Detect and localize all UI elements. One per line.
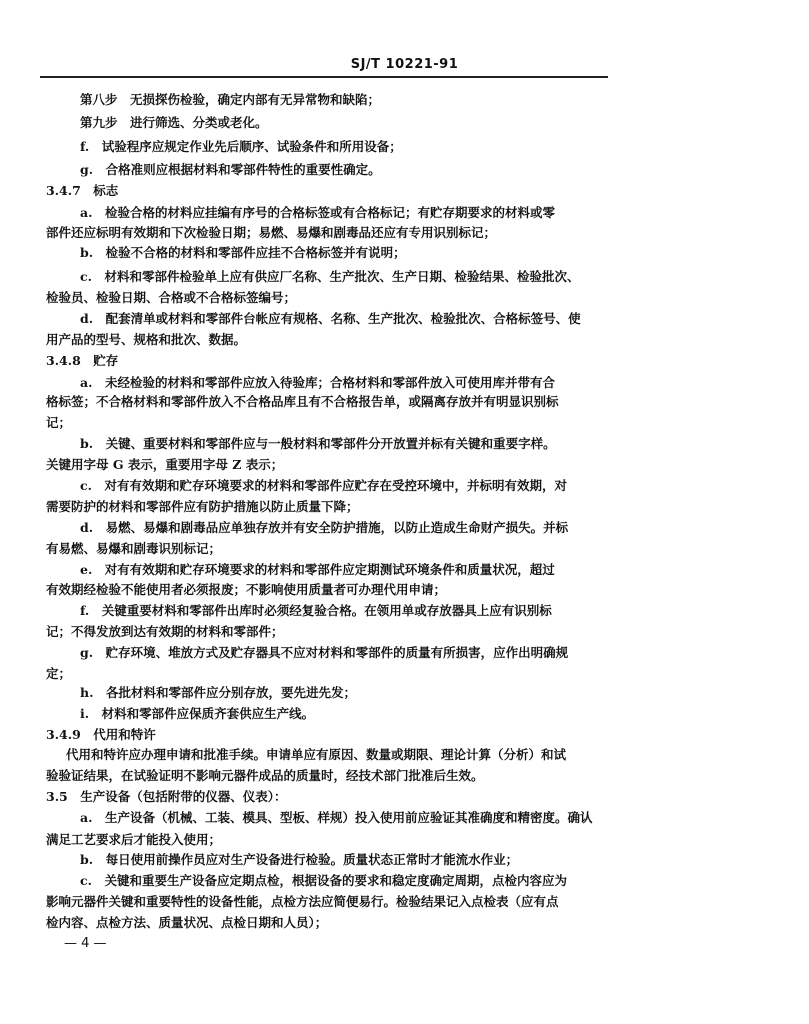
text-line: 记； (46, 415, 72, 430)
text-line: 定； (46, 666, 72, 681)
text-line: h. 各批材料和零部件应分别存放，要先进先发； (80, 685, 356, 700)
text-line: c. 关键和重要生产设备应定期点检，根据设备的要求和稳定度确定周期，点检内容应为 (80, 873, 567, 888)
text-line: e. 对有有效期和贮存环境要求的材料和零部件应定期测试环境条件和质量状况，超过 (80, 562, 555, 577)
text-line: 格标签；不合格材料和零部件放入不合格品库且有不合格报告单，或隔离存放并有明显识别标 (46, 394, 559, 409)
text-line: b. 检验不合格的材料和零部件应挂不合格标签并有说明； (80, 245, 406, 260)
section-heading: 3.4.7 标志 (46, 183, 119, 198)
text-line: 用产品的型号、规格和批次、数据。 (46, 332, 247, 347)
document-header: SJ/T 10221-91 (350, 57, 459, 72)
text-line: i. 材料和零部件应保质齐套供应生产线。 (80, 706, 315, 721)
section-heading: 3.4.9 代用和特许 (46, 727, 156, 742)
text-line: f. 试验程序应规定作业先后顺序、试验条件和所用设备； (80, 139, 402, 154)
text-line: 影响元器件关键和重要特性的设备性能，点检方法应简便易行。检验结果记入点检表（应有点 (46, 894, 559, 909)
text-line: 关键用字母 G 表示，重要用字母 Z 表示； (46, 457, 284, 472)
text-line: g. 合格准则应根据材料和零部件特性的重要性确定。 (80, 162, 381, 177)
text-line: 代用和特许应办理申请和批准手续。申请单应有原因、数量或期限、理论计算（分析）和试 (66, 747, 567, 762)
text-line: d. 配套清单或材料和零部件台帐应有规格、名称、生产批次、检验批次、合格标签号、使 (80, 311, 581, 326)
text-line: g. 贮存环境、堆放方式及贮存器具不应对材料和零部件的质量有所损害，应作出明确规 (80, 645, 569, 660)
text-line: 检内容、点检方法、质量状况、点检日期和人员）； (46, 915, 328, 930)
text-line: 有效期经检验不能使用者必须报废；不影响使用质量者可办理代用申请； (46, 582, 447, 597)
text-line: 需要防护的材料和零部件应有防护措施以防止质量下降； (46, 499, 359, 514)
text-line: d. 易燃、易爆和剧毒品应单独存放并有安全防护措施，以防止造成生命财产损失。并标 (80, 520, 569, 535)
text-line: 有易燃、易爆和剧毒识别标记； (46, 541, 222, 556)
text-line: f. 关键重要材料和零部件出库时必须经复验合格。在领用单或存放器具上应有识别标 (80, 603, 552, 618)
header-rule (40, 76, 608, 78)
page-number: — 4 — (64, 936, 107, 951)
text-line: 第八步 无损探伤检验，确定内部有无异常物和缺陷； (80, 92, 381, 107)
text-line: b. 关键、重要材料和零部件应与一般材料和零部件分开放置并标有关键和重要字样。 (80, 436, 556, 451)
text-line: 记；不得发放到达有效期的材料和零部件； (46, 624, 284, 639)
section-heading: 3.5 生产设备（包括附带的仪器、仪表）： (46, 789, 287, 804)
text-line: a. 检验合格的材料应挂编有序号的合格标签或有合格标记；有贮存期要求的材料或零 (80, 205, 555, 220)
text-line: 检验员、检验日期、合格或不合格标签编号； (46, 290, 297, 305)
text-line: c. 对有有效期和贮存环境要求的材料和零部件应贮存在受控环境中，并标明有效期，对 (80, 478, 567, 493)
text-line: 满足工艺要求后才能投入使用； (46, 832, 222, 847)
text-line: b. 每日使用前操作员应对生产设备进行检验。质量状态正常时才能流水作业； (80, 852, 519, 867)
text-line: a. 未经检验的材料和零部件应放入待验库；合格材料和零部件放入可使用库并带有合 (80, 375, 555, 390)
text-line: 第九步 进行筛选、分类或老化。 (80, 115, 268, 130)
section-heading: 3.4.8 贮存 (46, 353, 119, 368)
text-line: c. 材料和零部件检验单上应有供应厂名称、生产批次、生产日期、检验结果、检验批次、 (80, 269, 580, 284)
text-line: a. 生产设备（机械、工装、模具、型板、样规）投入使用前应验证其准确度和精密度。确认 (80, 810, 593, 825)
text-line: 部件还应标明有效期和下次检验日期；易燃、易爆和剧毒品还应有专用识别标记； (46, 225, 497, 240)
text-line: 验验证结果，在试验证明不影响元器件成品的质量时，经技术部门批准后生效。 (46, 768, 484, 783)
